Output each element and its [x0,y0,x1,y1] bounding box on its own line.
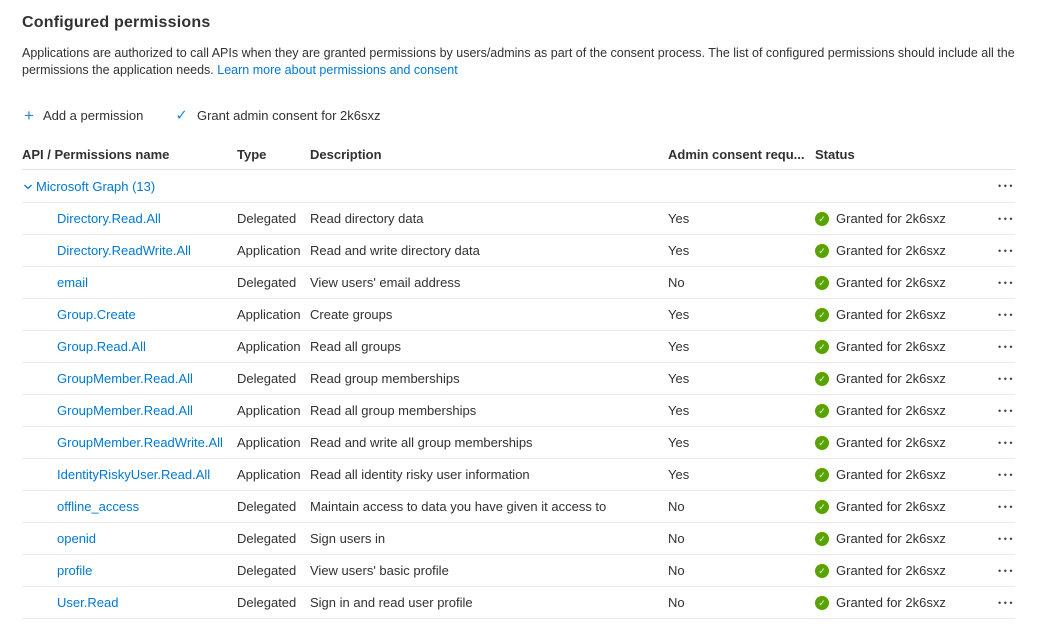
row-more-options-button[interactable]: ••• [998,501,1015,512]
admin-consent-required-value: No [668,499,685,514]
permission-description: Read all groups [310,339,402,354]
status-badge [815,211,985,226]
status-text: Granted for 2k6sxz [836,403,946,418]
permission-name-link[interactable]: User.Read [57,595,119,610]
table-row [22,459,1015,491]
permission-type: Delegated [237,563,297,578]
permission-description: View users' basic profile [310,563,449,578]
granted-check-icon: ✓ [815,404,829,418]
header-api-permissions-name: API / Permissions name [22,147,170,162]
status-text: Granted for 2k6sxz [836,531,946,546]
admin-consent-required-value: Yes [668,243,690,258]
status-text: Granted for 2k6sxz [836,307,946,322]
permission-description: Read all group memberships [310,403,477,418]
header-type: Type [237,147,267,162]
permission-name-link[interactable]: GroupMember.Read.All [57,371,193,386]
permission-name-link[interactable]: Group.Read.All [57,339,146,354]
permission-description: Read and write directory data [310,243,480,258]
header-status: Status [815,147,855,162]
header-description: Description [310,147,382,162]
status-text: Granted for 2k6sxz [836,595,946,610]
permission-name-link[interactable]: Directory.Read.All [57,211,161,226]
row-more-options-button[interactable]: ••• [998,277,1015,288]
row-more-options-button[interactable]: ••• [998,373,1015,384]
table-row [22,299,1015,331]
status-badge [815,243,985,258]
permission-name-link[interactable]: profile [57,563,93,578]
granted-check-icon: ✓ [815,276,829,290]
table-row [22,363,1015,395]
permission-description: Sign in and read user profile [310,595,473,610]
admin-consent-required-value: Yes [668,211,690,226]
permission-type: Application [237,339,301,354]
table-row [22,523,1015,555]
permissions-table-body [22,203,1015,619]
table-row [22,395,1015,427]
row-more-options-button[interactable]: ••• [998,565,1015,576]
permission-name-link[interactable]: IdentityRiskyUser.Read.All [57,467,211,482]
granted-check-icon: ✓ [815,468,829,482]
check-icon: ✓ [175,107,188,124]
permission-description: Read group memberships [310,371,460,386]
permission-name-link[interactable]: GroupMember.ReadWrite.All [57,435,223,450]
row-more-options-button[interactable]: ••• [998,309,1015,320]
page-title: Configured permissions [22,14,211,31]
chevron-down-icon [22,181,34,193]
grant-admin-consent-button[interactable] [173,104,382,127]
page-description [22,45,1017,79]
admin-consent-required-value: Yes [668,403,690,418]
permission-type: Delegated [237,275,297,290]
table-header-row [22,140,1015,170]
permission-description: View users' email address [310,275,461,290]
permissions-table [22,140,1015,619]
status-badge [815,595,985,610]
status-text: Granted for 2k6sxz [836,435,946,450]
status-text: Granted for 2k6sxz [836,467,946,482]
permission-type: Delegated [237,499,297,514]
granted-check-icon: ✓ [815,308,829,322]
permission-description: Create groups [310,307,393,322]
permission-type: Application [237,435,301,450]
status-text: Granted for 2k6sxz [836,499,946,514]
group-more-options-button[interactable]: ••• [998,181,1015,191]
admin-consent-required-value: Yes [668,467,690,482]
group-name-label: Microsoft Graph (13) [36,178,156,194]
permission-type: Delegated [237,371,297,386]
permission-description: Sign users in [310,531,386,546]
granted-check-icon: ✓ [815,500,829,514]
admin-consent-required-value: No [668,563,685,578]
permission-type: Delegated [237,595,297,610]
learn-more-link[interactable]: Learn more about permissions and consent [217,63,458,77]
status-text: Granted for 2k6sxz [836,339,946,354]
granted-check-icon: ✓ [815,596,829,610]
granted-check-icon: ✓ [815,212,829,226]
permission-description: Maintain access to data you have given it access to [310,499,607,514]
status-badge [815,275,985,290]
row-more-options-button[interactable]: ••• [998,469,1015,480]
status-text: Granted for 2k6sxz [836,563,946,578]
status-badge [815,403,985,418]
granted-check-icon: ✓ [815,372,829,386]
permission-description: Read and write all group memberships [310,435,533,450]
admin-consent-required-value: Yes [668,371,690,386]
status-text: Granted for 2k6sxz [836,371,946,386]
granted-check-icon: ✓ [815,564,829,578]
description-text: Applications are authorized to call APIs when they are granted permissions by users/admins as part of the consent process. The list of configured permissions should include all the permissions the application needs. [22,46,1015,77]
permission-type: Delegated [237,531,297,546]
row-more-options-button[interactable]: ••• [998,405,1015,416]
permission-name-link[interactable]: email [57,275,89,290]
permission-type: Application [237,403,301,418]
row-more-options-button[interactable]: ••• [998,597,1015,608]
granted-check-icon: ✓ [815,436,829,450]
group-row-microsoft-graph [22,170,1015,203]
permission-type: Application [237,467,301,482]
status-badge [815,563,985,578]
table-row [22,235,1015,267]
group-toggle[interactable] [22,179,985,194]
table-row [22,427,1015,459]
table-row [22,555,1015,587]
permission-type: Application [237,243,301,258]
admin-consent-required-value: Yes [668,435,690,450]
command-bar [22,103,1035,128]
table-row [22,203,1015,235]
table-row [22,267,1015,299]
table-row [22,331,1015,363]
permission-name-link[interactable]: GroupMember.Read.All [57,403,193,418]
row-more-options-button[interactable]: ••• [998,533,1015,544]
status-text: Granted for 2k6sxz [836,275,946,290]
table-row [22,491,1015,523]
add-permission-label: Add a permission [42,108,144,123]
permission-type: Delegated [237,211,297,226]
admin-consent-required-value: No [668,595,685,610]
admin-consent-required-value: No [668,275,685,290]
permission-name-link[interactable]: openid [57,531,97,546]
admin-consent-required-value: No [668,531,685,546]
header-admin-consent-required: Admin consent requ... [668,147,805,162]
add-permission-button[interactable] [22,103,145,128]
status-badge [815,339,985,354]
granted-check-icon: ✓ [815,340,829,354]
permission-type: Application [237,307,301,322]
row-more-options-button[interactable]: ••• [998,341,1015,352]
plus-icon: + [24,106,34,125]
row-more-options-button[interactable]: ••• [998,245,1015,256]
status-badge [815,435,985,450]
granted-check-icon: ✓ [815,532,829,546]
status-text: Granted for 2k6sxz [836,243,946,258]
status-text: Granted for 2k6sxz [836,211,946,226]
granted-check-icon: ✓ [815,244,829,258]
permission-description: Read directory data [310,211,424,226]
admin-consent-required-value: Yes [668,339,690,354]
status-badge [815,531,985,546]
permission-description: Read all identity risky user information [310,467,530,482]
permission-name-link[interactable]: Directory.ReadWrite.All [57,243,191,258]
status-badge [815,307,985,322]
permission-name-link[interactable]: offline_access [57,499,140,514]
table-row [22,587,1015,619]
row-more-options-button[interactable]: ••• [998,213,1015,224]
grant-admin-consent-label: Grant admin consent for 2k6sxz [196,108,381,123]
status-badge [815,499,985,514]
status-badge [815,371,985,386]
permission-name-link[interactable]: Group.Create [57,307,136,322]
row-more-options-button[interactable]: ••• [998,437,1015,448]
status-badge [815,467,985,482]
admin-consent-required-value: Yes [668,307,690,322]
